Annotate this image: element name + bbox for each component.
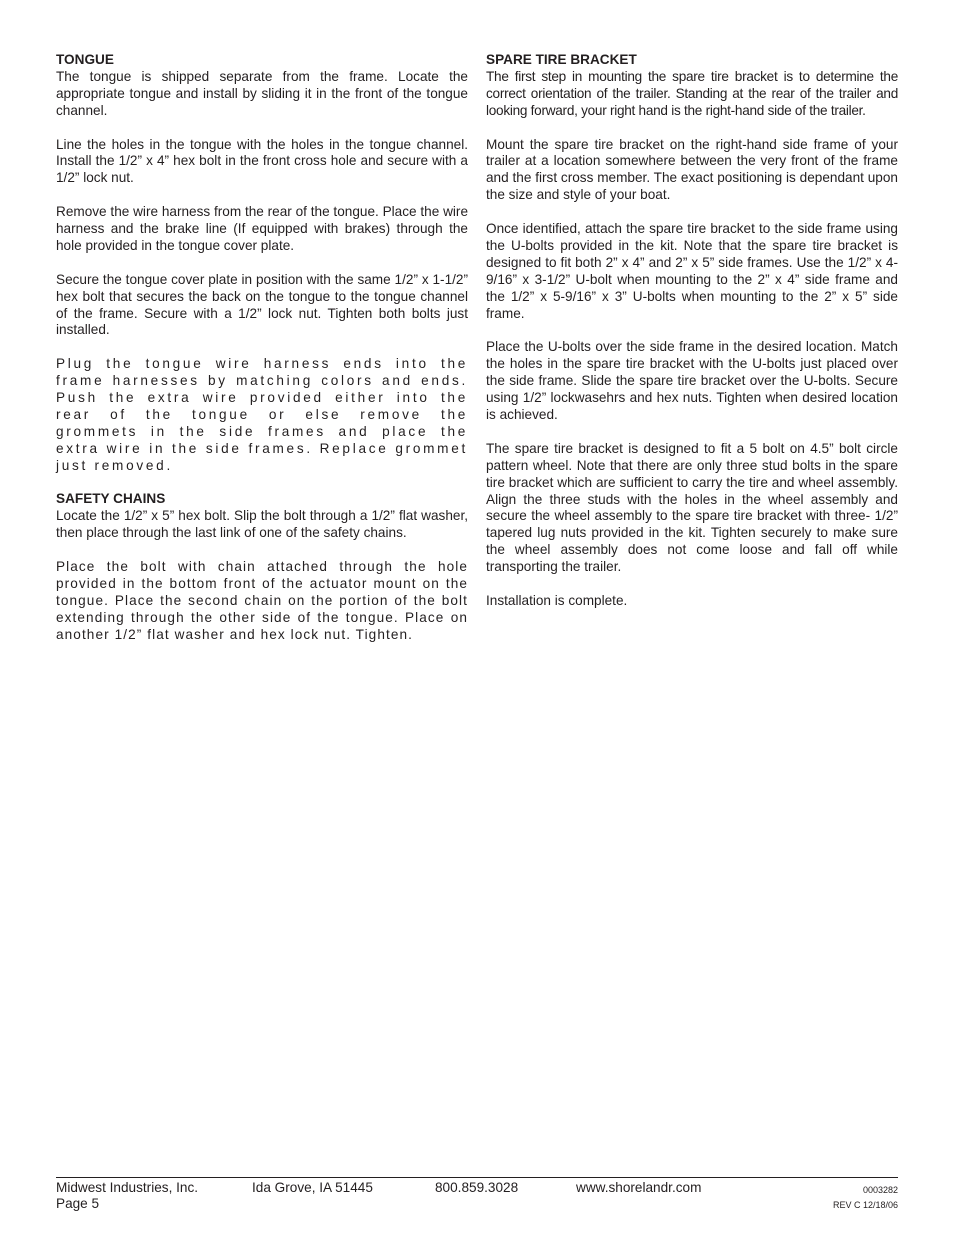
safety-chains-paragraph-1: Locate the 1/2” x 5” hex bolt. Slip the bolt through a 1/2” flat washer, then place through the last link of one of the safety chains. xyxy=(56,508,468,541)
safety-chains-heading: SAFETY CHAINS xyxy=(56,491,166,507)
spare-tire-bracket-heading: SPARE TIRE BRACKET xyxy=(486,52,637,67)
left-column xyxy=(56,52,468,661)
spare-tire-paragraph-5: The spare tire bracket is designed to fit a 5 bolt on 4.5” bolt circle pattern wheel. Note that there are only three stud bolts in the spare tire bracket which are sufficient to carry the tire and wheel assembly. Align the three studs with the holes in the wheel assembly and secure the wheel assembly to the spare tire bracket with three- 1/2” tapered lug nuts provided in the kit. Tighten securely to make sure the wheel assembly does not come loose and fall off while transporting the trailer. xyxy=(486,440,898,575)
tongue-paragraph-5: Plug the tongue wire harness ends into the frame harnesses by matching colors and ends. Push the extra wire provided either into the rear of the tongue or else remove the grommets in the side frames and place the extra wire in the side frames. Replace grommet just removed. xyxy=(56,356,468,473)
footer-divider xyxy=(56,1177,898,1178)
spare-tire-paragraph-6: Installation is complete. xyxy=(486,592,628,608)
spare-tire-paragraph-2: Mount the spare tire bracket on the right-hand side frame of your trailer at a location somewhere between the very front of the frame and the first cross member. The exact positioning is dependant upon the size and style of your boat. xyxy=(486,136,898,203)
safety-chains-paragraph-2: Place the bolt with chain attached through the hole provided in the bottom front of the actuator mount on the tongue. Place the second chain on the portion of the bolt extending through the other side of the tongue. Place on another 1/2” flat washer and hex lock nut. Tighten. xyxy=(56,559,468,642)
tongue-heading: TONGUE xyxy=(56,52,114,67)
footer-address: Ida Grove, IA 51445 xyxy=(252,1180,373,1195)
tongue-paragraph-3: Remove the wire harness from the rear of the tongue. Place the wire harness and the brake line (If equipped with brakes) through the hole provided in the tongue cover plate. xyxy=(56,204,468,253)
tongue-paragraph-1: The tongue is shipped separate from the frame. Locate the appropriate tongue and install by sliding it in the front of the tongue channel. xyxy=(56,68,468,118)
spare-tire-paragraph-4: Place the U-bolts over the side frame in the desired location. Match the holes in the spare tire bracket with the U-bolts just placed over the side frame. Slide the spare tire bracket over the U-bolts. Secure using 1/2” lockwasehrs and hex nuts. Tighten when desired location is achieved. xyxy=(486,339,898,422)
spare-tire-paragraph-1: The first step in mounting the spare tire bracket is to determine the correct orientation of the trailer. Standing at the rear of the trailer and looking forward, your right hand is the right-hand side of the trailer. xyxy=(486,68,898,118)
tongue-paragraph-4: Secure the tongue cover plate in position with the same 1/2” x 1-1/2” hex bolt that secures the back on the tongue to the tongue channel of the frame. Secure with a 1/2” lock nut. Tighten both bolts just installed. xyxy=(56,271,468,338)
right-column xyxy=(486,52,898,627)
tongue-paragraph-2: Line the holes in the tongue with the holes in the tongue channel. Install the 1/2” x 4” hex bolt in the front cross hole and secure with a 1/2” lock nut. xyxy=(56,136,468,186)
footer-company: Midwest Industries, Inc. xyxy=(56,1180,199,1195)
footer-website[interactable]: www.shorelandr.com xyxy=(576,1180,702,1195)
footer-revision: REV C 12/18/06 xyxy=(832,1200,898,1210)
footer-page-number: Page 5 xyxy=(56,1196,100,1211)
spare-tire-paragraph-3: Once identified, attach the spare tire bracket to the side frame using the U-bolts provided in the kit. Note that the spare tire bracket is designed to fit both 2” x 4” and 2” x 5” side frames. Use the 1/2” x 4-9/16” x 3-1/2” U-bolt when mounting to the 2” x 4” side frame and the 1/2” x 5-9/16” x 3” U-bolts when mounting to the 2” x 5” side frame. xyxy=(486,221,898,321)
footer-phone: 800.859.3028 xyxy=(435,1180,519,1195)
footer-doc-number: 0003282 xyxy=(862,1185,898,1195)
